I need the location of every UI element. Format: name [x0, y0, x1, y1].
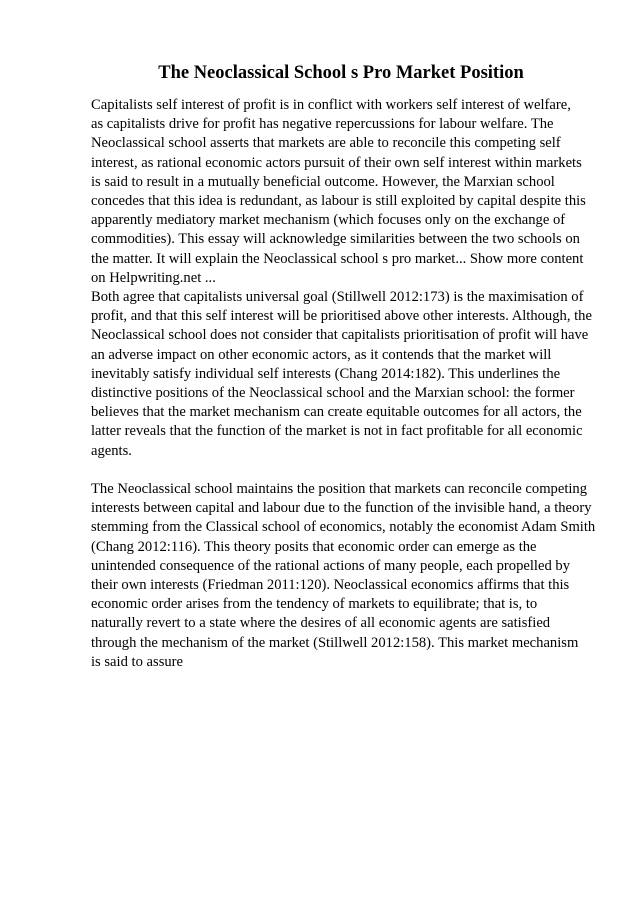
text-line: agents.	[91, 442, 132, 459]
text-line: interest, as rational economic actors pursuit of their own self interest within markets	[91, 154, 582, 171]
text-line: Neoclassical school asserts that markets are able to reconcile this competing self	[91, 135, 561, 152]
text-line: apparently mediatory market mechanism (which focuses only on the exchange of	[91, 212, 566, 229]
text-line: economic order arises from the tendency of markets to equilibrate; that is, to	[91, 596, 538, 613]
text-line: The Neoclassical school maintains the position that markets can reconcile competing	[91, 481, 588, 498]
text-line: is said to result in a mutually beneficial outcome. However, the Marxian school	[91, 173, 555, 190]
text-line: profit, and that this self interest will be prioritised above other interests. Although, the	[91, 308, 592, 325]
text-line: inevitably satisfy individual self interests (Chang 2014:182). This underlines the	[91, 365, 561, 382]
text-line: Both agree that capitalists universal goal (Stillwell 2012:173) is the maximisation of	[91, 289, 584, 306]
text-line: on Helpwriting.net ...	[91, 269, 216, 286]
text-line: unintended consequence of the rational actions of many people, each propelled by	[91, 557, 570, 574]
text-line: their own interests (Friedman 2011:120). Neoclassical economics affirms that this	[91, 577, 570, 594]
text-line: is said to assure	[91, 653, 184, 670]
paragraph-2	[91, 288, 601, 461]
document-body	[91, 96, 601, 672]
text-line: commodities). This essay will acknowledge similarities between the two schools on	[91, 231, 580, 248]
document-title: The Neoclassical School s Pro Market Position	[158, 63, 524, 83]
text-line: through the mechanism of the market (Stillwell 2012:158). This market mechanism	[91, 634, 579, 651]
text-line: latter reveals that the function of the market is not in fact profitable for all economic	[91, 423, 583, 440]
paragraph-1	[91, 96, 601, 288]
text-line: as capitalists drive for profit has negative repercussions for labour welfare. The	[91, 116, 554, 133]
text-line: concedes that this idea is redundant, as labour is still exploited by capital despite this	[91, 193, 586, 210]
text-line: naturally revert to a state where the desires of all economic agents are satisfied	[91, 615, 551, 632]
text-line: stemming from the Classical school of economics, notably the economist Adam Smith	[91, 519, 596, 536]
text-line: (Chang 2012:116). This theory posits that economic order can emerge as the	[91, 538, 537, 555]
text-line: Capitalists self interest of profit is in conflict with workers self interest of welfare,	[91, 97, 571, 113]
text-line: Neoclassical school does not consider that capitalists prioritisation of profit will have	[91, 327, 589, 344]
text-line: distinctive positions of the Neoclassical school and the Marxian school: the former	[91, 385, 575, 402]
text-line: an adverse impact on other economic actors, as it contends that the market will	[91, 346, 552, 363]
paragraph-gap	[91, 461, 601, 480]
paragraph-3	[91, 480, 601, 672]
text-line: interests between capital and labour due to the function of the invisible hand, a theory	[91, 500, 592, 517]
text-line: believes that the market mechanism can create equitable outcomes for all actors, the	[91, 404, 582, 421]
text-line: the matter. It will explain the Neoclassical school s pro market... Show more content	[91, 250, 584, 267]
